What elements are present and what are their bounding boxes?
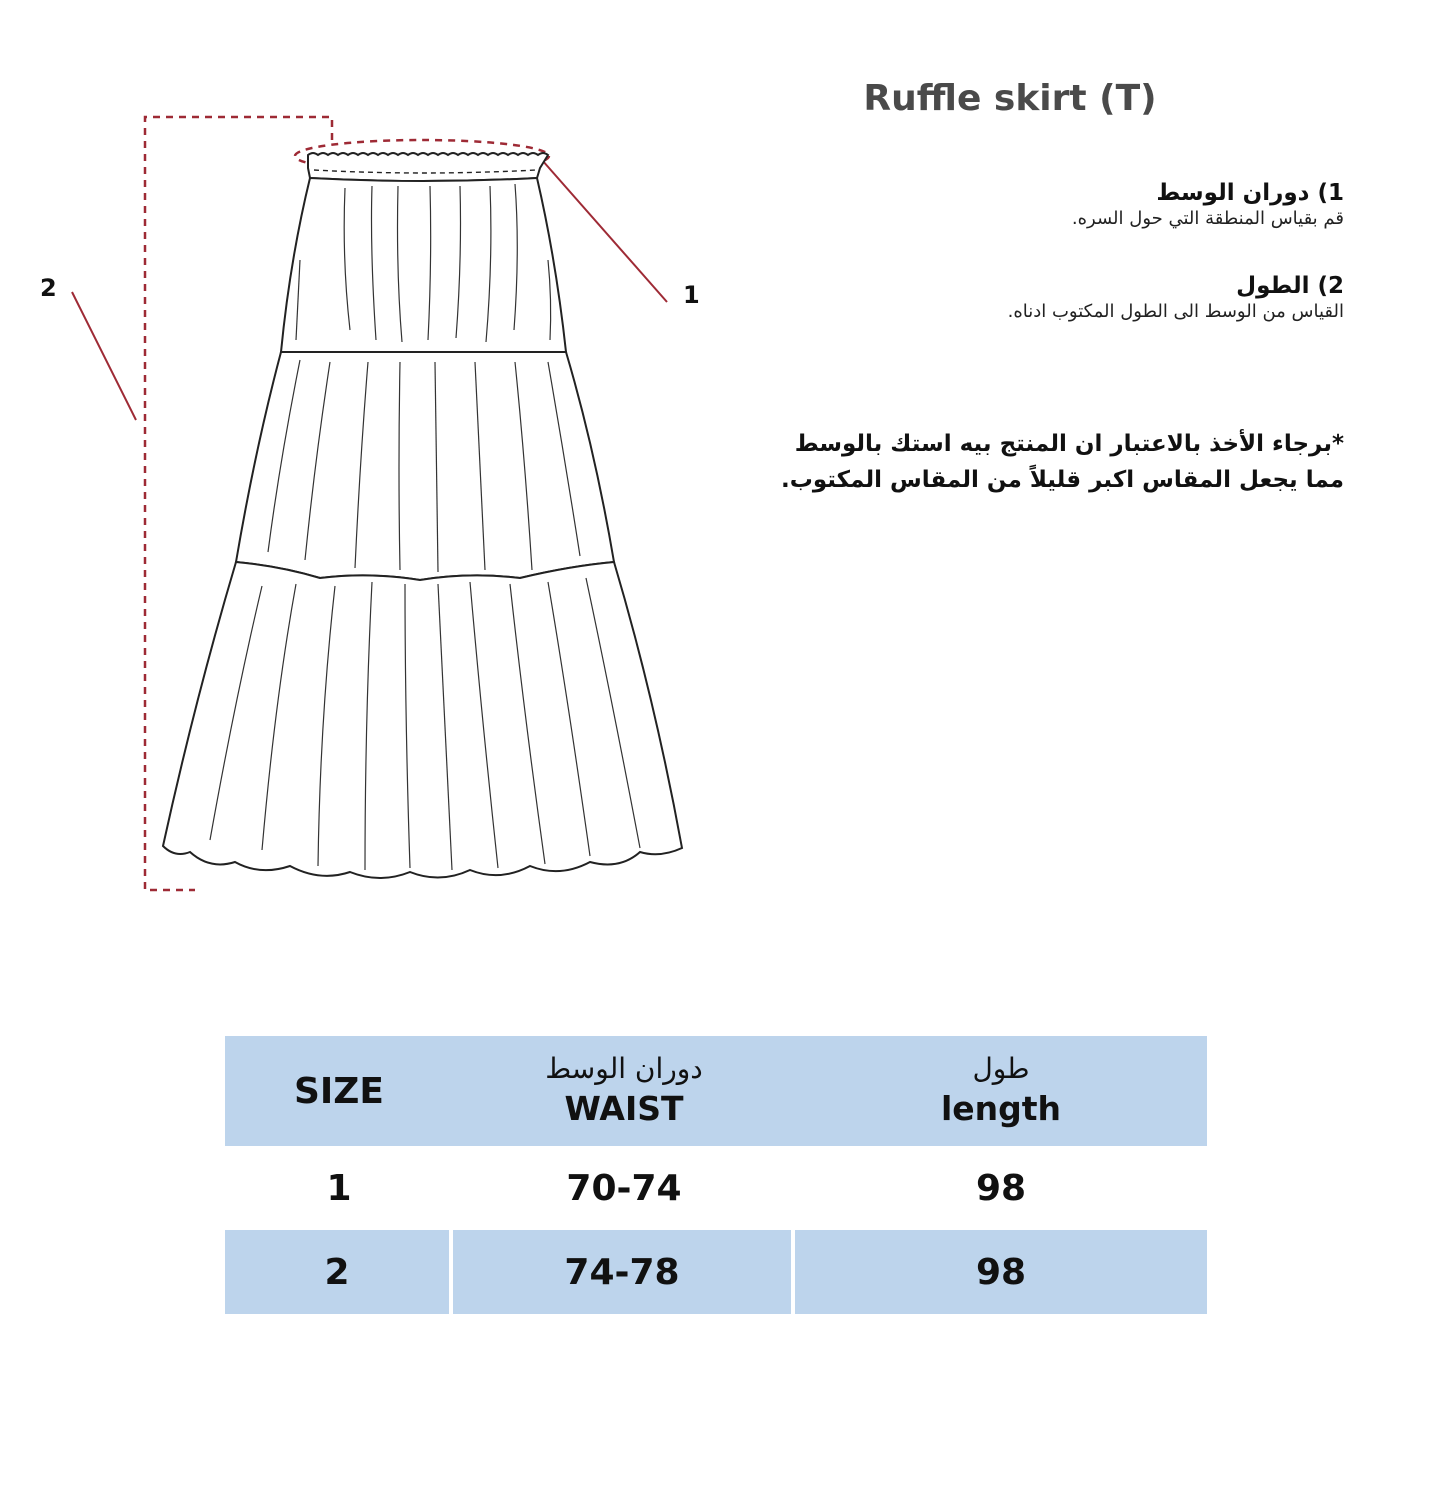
header-length-ar: طول	[972, 1052, 1030, 1085]
cell-waist: 74-78	[453, 1230, 795, 1314]
size-table	[225, 1036, 1207, 1314]
note-line-2: مما يجعل المقاس اكبر قليلاً من المقاس المكتوب.	[781, 467, 1344, 493]
cell-length: 98	[975, 1167, 1027, 1209]
waistband	[308, 153, 548, 181]
table-header-row	[225, 1036, 1207, 1146]
skirt-tier-3	[163, 562, 682, 878]
header-length	[795, 1036, 1207, 1146]
header-waist-en: WAIST	[564, 1089, 684, 1128]
skirt-diagram	[0, 0, 760, 920]
cell-length: 98	[795, 1230, 1207, 1314]
marker-2: 2	[40, 274, 57, 302]
header-waist-ar: دوران الوسط	[545, 1052, 703, 1085]
cell-waist: 70-74	[566, 1167, 682, 1209]
instruction-length	[824, 273, 1344, 322]
header-length-en: length	[940, 1089, 1062, 1128]
header-size-label: SIZE	[293, 1070, 385, 1112]
cell-size: 1	[326, 1167, 352, 1209]
elastic-note	[744, 426, 1344, 498]
leader-line-2	[72, 292, 136, 420]
leader-line-1	[542, 160, 667, 302]
table-row	[225, 1230, 1207, 1314]
instruction-waist-heading: 1) دوران الوسط	[1156, 180, 1344, 206]
skirt-tier-2	[236, 352, 614, 580]
marker-1: 1	[683, 281, 700, 309]
instruction-length-text: القياس من الوسط الى الطول المكتوب ادناه.	[1007, 301, 1344, 322]
header-waist	[453, 1036, 795, 1146]
header-size	[225, 1036, 453, 1146]
instruction-length-heading: 2) الطول	[1236, 273, 1344, 299]
skirt-tier-1	[281, 178, 566, 352]
instruction-waist-text: قم بقياس المنطقة التي حول السره.	[1071, 208, 1344, 229]
cell-size: 2	[225, 1230, 453, 1314]
note-line-1: *برجاء الأخذ بالاعتبار ان المنتج بيه استك بالوسط	[794, 431, 1344, 457]
instruction-waist	[824, 180, 1344, 229]
table-row	[225, 1146, 1207, 1230]
product-title: Ruffle skirt (T)	[863, 78, 1157, 119]
